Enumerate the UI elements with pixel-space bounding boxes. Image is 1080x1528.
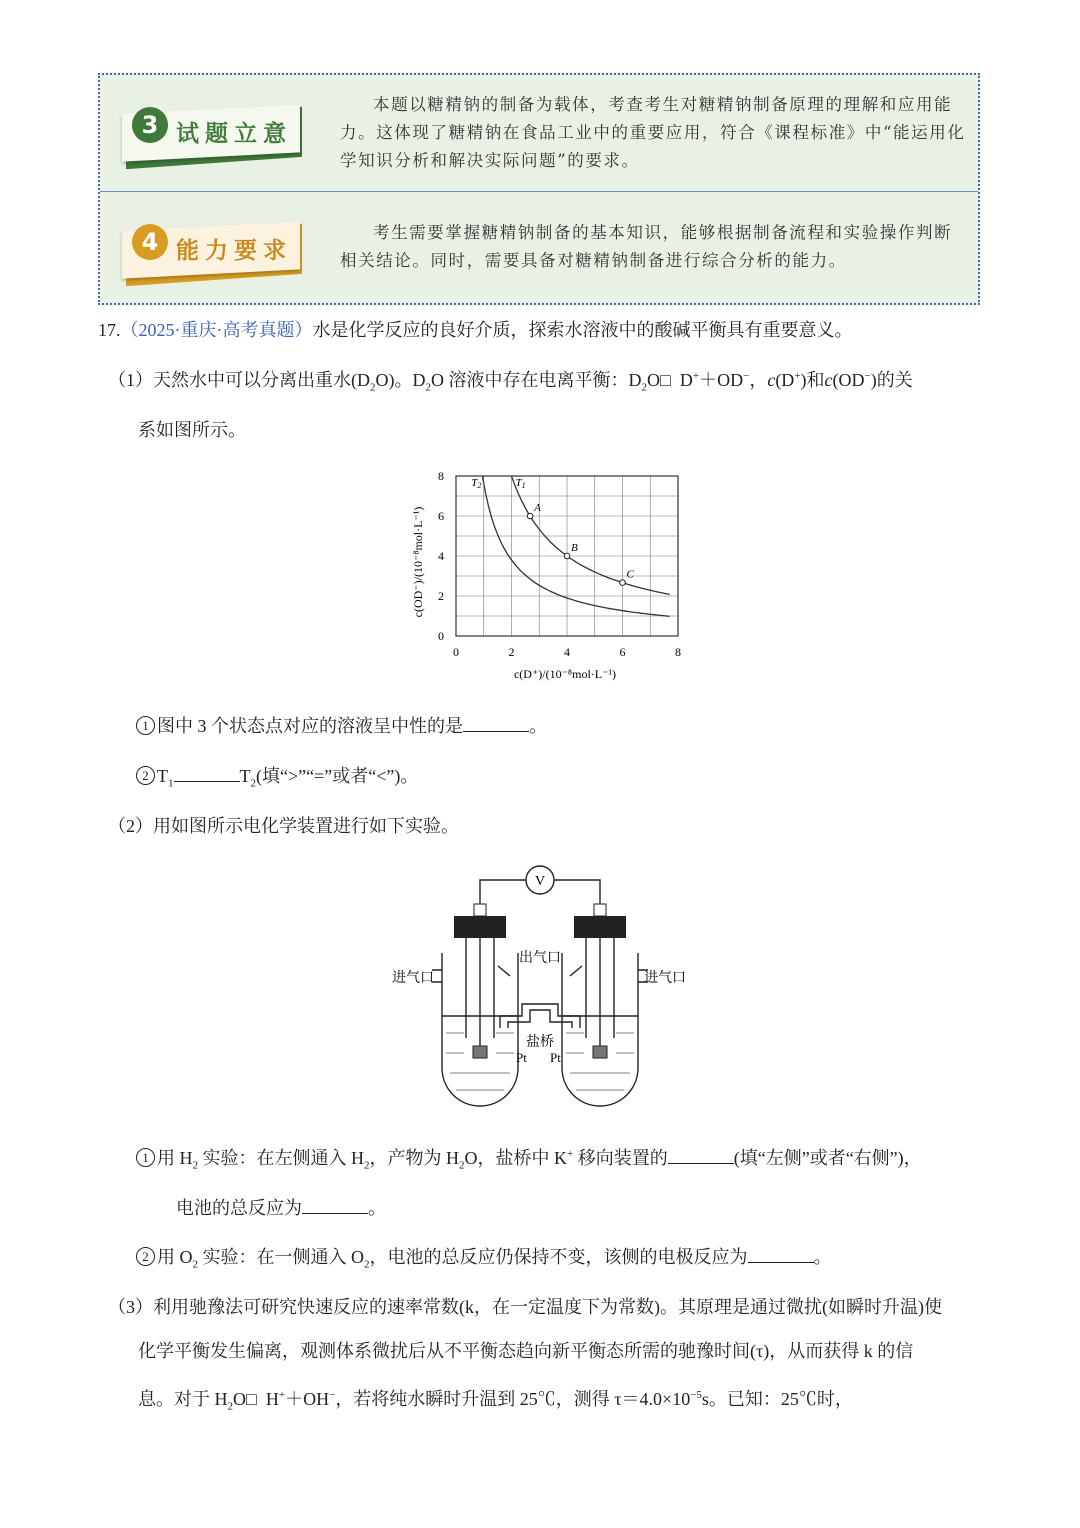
part-2-intro: （2）用如图所示电化学装置进行如下实验。 bbox=[108, 816, 459, 836]
x-tick-label: 8 bbox=[675, 645, 681, 659]
question-17-stem bbox=[98, 316, 853, 342]
chart-x-label: c(D⁺)/(10⁻⁸mol·L⁻¹) bbox=[513, 667, 617, 681]
data-point-label-c: C bbox=[626, 568, 634, 581]
electrochemical-apparatus bbox=[380, 858, 700, 1112]
salt-bridge-label: 盐桥 bbox=[526, 1035, 554, 1050]
question-2-1: 1 用 $H_2$ 实验：在左侧通入 $H_2$，产物为 $H_2O$，盐桥中 K+ 移向装置的 (填“左侧”或者“右侧”)， bbox=[136, 1144, 922, 1172]
equilibrium-chart bbox=[400, 462, 700, 690]
section-4-label: 能力要求 bbox=[176, 237, 292, 264]
inlet-right-label: 进气口 bbox=[644, 971, 686, 986]
part-1-line-2: 系如图所示。 bbox=[138, 420, 246, 440]
series-label-t1: T1 bbox=[515, 477, 526, 490]
question-1-1: 1 图中 3 个状态点对应的溶液呈中性的是 。 bbox=[136, 712, 547, 738]
info-box bbox=[98, 73, 980, 305]
answer-blank-2-2[interactable] bbox=[748, 1246, 814, 1263]
answer-blank-2-1a[interactable] bbox=[668, 1147, 734, 1164]
section-3-text: 本题以糖精钠的制备为载体，考查考生对糖精钠制备原理的理解和应用能力。这体现了糖精钠在食品工业中的重要应用，符合《课程标准》中“能运用化学知识分析和解决实际问题”的要求。 bbox=[340, 95, 966, 170]
answer-blank-1-2[interactable] bbox=[174, 765, 240, 782]
x-tick-label: 6 bbox=[619, 645, 626, 659]
y-tick-label: 6 bbox=[438, 509, 444, 523]
inlet-left-label: 进气口 bbox=[392, 971, 434, 986]
series-label-t2: T2 bbox=[471, 477, 482, 490]
part-3-line-3: 息。对于 $H_2O□$ H+＋OH−，若将纯水瞬时升温到 25℃，测得 $\tau=4.0\times 10^{-5}s$。已知：25℃时， bbox=[138, 1389, 853, 1413]
electrode-right-label: Pt bbox=[550, 1050, 561, 1065]
answer-blank-1-1[interactable] bbox=[463, 715, 529, 732]
x-tick-label: 0 bbox=[453, 645, 459, 659]
data-point-b bbox=[564, 553, 570, 559]
section-4-number: 4 bbox=[132, 224, 168, 260]
y-tick-label: 0 bbox=[438, 629, 444, 643]
y-tick-label: 8 bbox=[438, 469, 444, 483]
badge-section-4 bbox=[122, 220, 302, 280]
chart-y-label: c(OD⁻)/(10⁻⁸mol·L⁻¹) bbox=[411, 506, 425, 618]
series-line-t1 bbox=[512, 476, 670, 594]
data-point-label-a: A bbox=[534, 502, 541, 514]
section-3-label: 试题立意 bbox=[176, 120, 292, 147]
question-1-2: 2 $T_1$ $T_2$(填“>”“=”或者“<”)。 bbox=[136, 762, 418, 790]
x-tick-label: 2 bbox=[508, 645, 515, 659]
y-tick-label: 4 bbox=[438, 549, 444, 563]
equilibrium-glyph: □ bbox=[660, 370, 671, 390]
electrode-left-label: Pt bbox=[516, 1050, 527, 1065]
data-point-c bbox=[620, 580, 626, 586]
y-tick-label: 2 bbox=[438, 589, 444, 603]
data-point-label-b: B bbox=[571, 542, 578, 554]
section-4-text: 考生需要掌握糖精钠制备的基本知识，能够根据制备流程和实验操作判断相关结论。同时，需要具备对糖精钠制备进行综合分析的能力。 bbox=[340, 223, 953, 270]
answer-blank-2-1b[interactable] bbox=[302, 1197, 368, 1214]
question-2-1-line-2: 电池的总反应为 。 bbox=[176, 1198, 386, 1218]
badge-section-3 bbox=[122, 103, 302, 163]
box-divider bbox=[100, 191, 978, 192]
outlet-label: 出气口 bbox=[519, 951, 561, 966]
part-1-line-1: （1）天然水中可以分离出重水$(D_2O)$。$D_2O$ 溶液中存在电离平衡：$D_2O□$ D+＋OD−，c(D+)和c(OD−)的关 bbox=[108, 370, 913, 394]
data-point-a bbox=[527, 513, 533, 519]
question-2-2: 2 用 $O_2$ 实验：在一侧通入 $O_2$，电池的总反应仍保持不变，该侧的电极反应为 。 bbox=[136, 1243, 832, 1271]
question-source: （2025·重庆·高考真题） bbox=[120, 320, 313, 340]
question-number: 17. bbox=[98, 320, 121, 340]
question-stem-text: 水是化学反应的良好介质，探索水溶液中的酸碱平衡具有重要意义。 bbox=[312, 320, 853, 340]
voltmeter-label: V bbox=[534, 874, 546, 889]
x-tick-label: 4 bbox=[564, 645, 570, 659]
part-3-line-2: 化学平衡发生偏离，观测体系微扰后从不平衡态趋向新平衡态所需的驰豫时间(τ)，从而获得 k 的信 bbox=[138, 1341, 914, 1361]
part-3-line-1: （3）利用驰豫法可研究快速反应的速率常数(k，在一定温度下为常数)。其原理是通过微扰(如瞬时升温)使 bbox=[108, 1297, 942, 1317]
section-3-number: 3 bbox=[132, 107, 168, 143]
